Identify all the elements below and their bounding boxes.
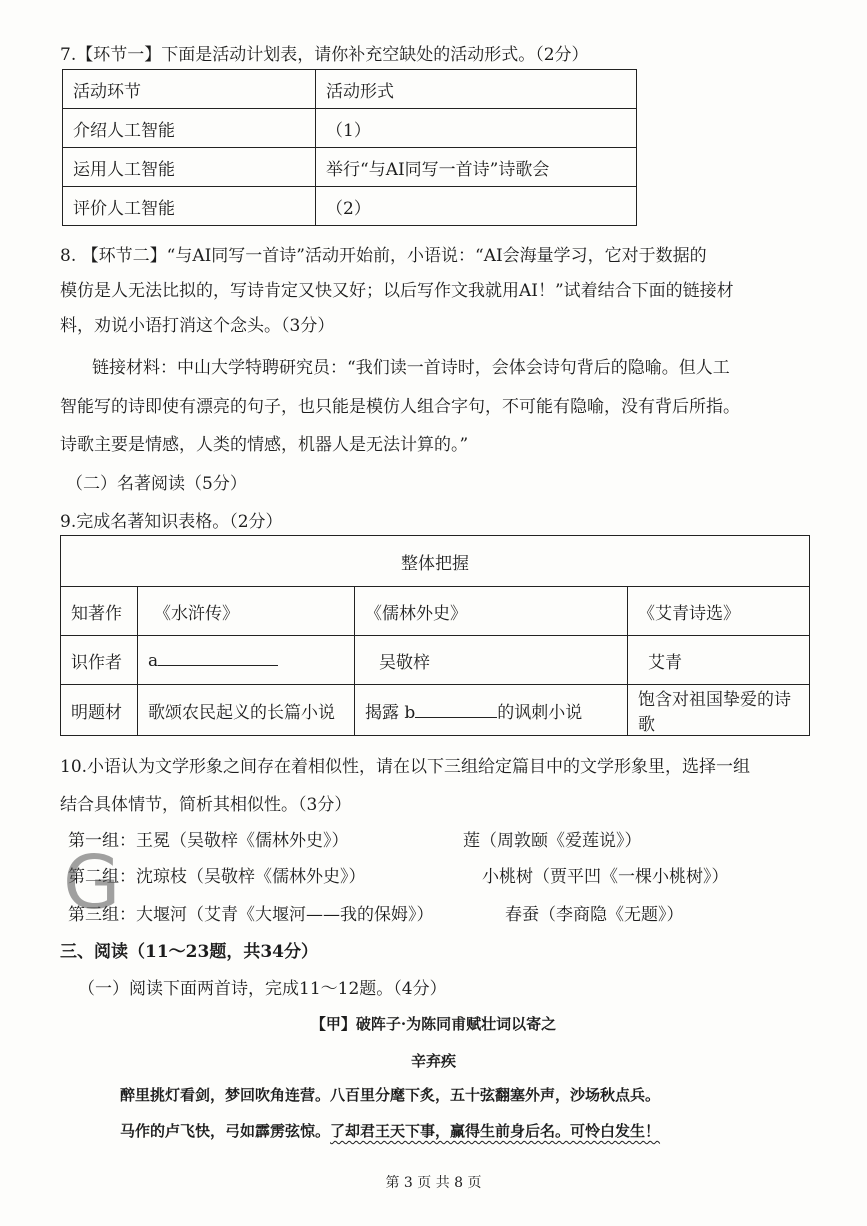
group-left: 第一组：王冕（吴敬梓《儒林外史》） [68,831,349,851]
link-material-line: 诗歌主要是情感，人类的情感，机器人是无法计算的。” [60,435,469,455]
table-cell: 歌颂农民起义的长篇小说 [138,685,355,736]
table-row [63,187,637,226]
table-header-cell: 整体把握 [61,536,810,587]
table-header-cell: 活动形式 [316,70,637,109]
table-cell: （1） [316,109,637,148]
table-row [63,109,637,148]
group-right: 春蚕（李商隐《无题》） [505,905,684,925]
poem-author: 辛弃疾 [410,1052,456,1070]
cell-text: 的讽刺小说 [497,702,583,723]
q8-line: 8. 【环节二】“与AI同写一首诗”活动开始前，小语说：“AI会海量学习，它对于数据的 [60,246,707,266]
q10-line: 结合具体情节，简析其相似性。（3分） [60,795,352,815]
q9-title: 9.完成名著知识表格。（2分） [60,512,283,532]
activity-plan-table [62,69,637,226]
section-heading: 三、阅读（11～23题，共34分） [60,942,318,962]
section-heading: （二）名著阅读（5分） [66,474,247,494]
table-cell: 介绍人工智能 [63,109,316,148]
table-cell: 吴敬梓 [355,636,628,685]
table-row [61,636,810,685]
subsection-heading: （一）阅读下面两首诗，完成11～12题。（4分） [78,979,447,999]
table-cell: 评价人工智能 [63,187,316,226]
table-cell [138,636,355,685]
blank-label: 揭露 b [365,702,416,723]
table-row [61,587,810,636]
table-cell: 《儒林外史》 [355,587,628,636]
table-cell: 知著作 [61,587,138,636]
table-row [61,685,810,736]
q10-line: 10.小语认为文学形象之间存在着相似性，请在以下三组给定篇目中的文学形象里，选择一组 [60,757,751,777]
table-header-cell: 活动环节 [63,70,316,109]
table-cell: 《艾青诗选》 [628,587,810,636]
table-cell: 艾青 [628,636,810,685]
q8-line: 料，劝说小语打消这个念头。（3分） [60,316,335,336]
table-cell: （2） [316,187,637,226]
table-cell: 《水浒传》 [138,587,355,636]
group-right: 莲（周敦颐《爱莲说》） [463,831,642,851]
page-footer: 第 3 页 共 8 页 [385,1175,482,1191]
q7-title: 7.【环节一】下面是活动计划表，请你补充空缺处的活动形式。（2分） [60,45,589,65]
table-cell: 识作者 [61,636,138,685]
poem-line [120,1120,660,1141]
table-row [63,148,637,187]
table-header-row [61,536,810,587]
fill-blank-a [158,649,278,666]
poem-line-part: 马作的卢飞快，弓如霹雳弦惊。 [120,1122,331,1140]
q8-line: 模仿是人无法比拟的，写诗肯定又快又好；以后写作文我就用AI！”试着结合下面的链接材 [60,281,734,301]
stamp-mark: G [63,840,121,926]
table-cell: 运用人工智能 [63,148,316,187]
table-cell: 举行“与AI同写一首诗”诗歌会 [316,148,637,187]
group-left: 第三组：大堰河（艾青《大堰河——我的保姆》） [68,905,434,925]
table-cell: 明题材 [61,685,138,736]
table-cell [355,685,628,736]
table-header-row [63,70,637,109]
classics-knowledge-table [60,535,810,736]
poem-line-underlined: 了却君王天下事，赢得生前身后名。可怜白发生！ [330,1122,661,1140]
link-material-line: 链接材料：中山大学特聘研究员：“我们读一首诗时，会体会诗句背后的隐喻。但人工 [92,358,730,378]
poem-line: 醉里挑灯看剑，梦回吹角连营。八百里分麾下炙，五十弦翻塞外声，沙场秋点兵。 [120,1086,661,1104]
fill-blank-b [415,701,497,718]
group-right: 小桃树（贾平凹《一棵小桃树》） [482,867,729,887]
group-left: 第二组：沈琼枝（吴敬梓《儒林外史》） [68,867,366,887]
poem-title: 【甲】破阵子·为陈同甫赋壮词以寄之 [310,1015,557,1033]
table-cell: 饱含对祖国挚爱的诗歌 [628,685,810,736]
link-material-line: 智能写的诗即使有漂亮的句子，也只能是模仿人组合字句，不可能有隐喻，没有背后所指。 [60,397,740,417]
blank-label: a [148,651,159,671]
